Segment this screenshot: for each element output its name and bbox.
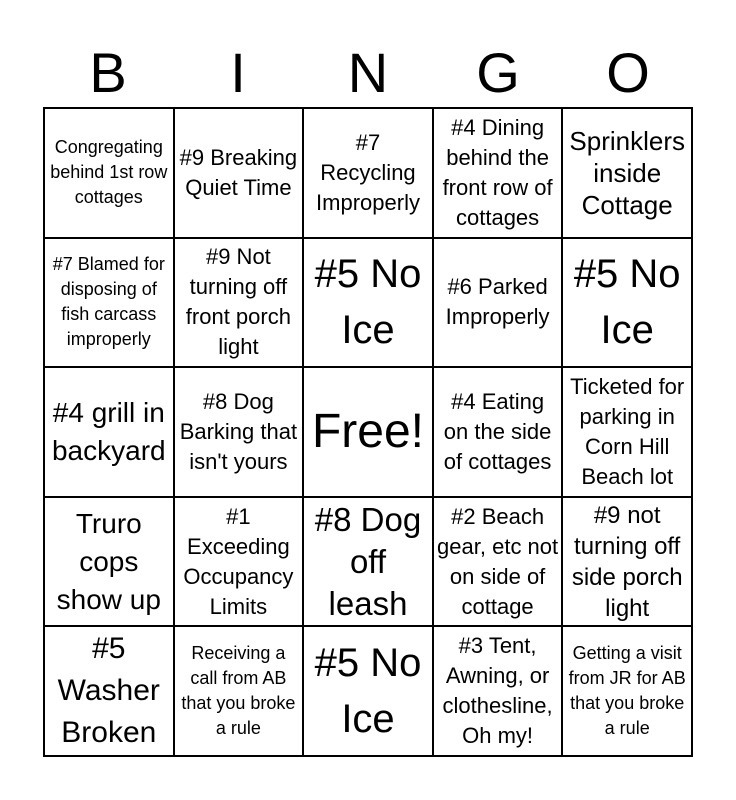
cell-text: #5 Washer Broken	[57, 632, 160, 750]
cell-text: #3 Tent, Awning, or clothesline, Oh my!	[442, 633, 553, 749]
cell-text: Congregating behind 1st row cottages	[50, 137, 168, 208]
cell-text: #2 Beach gear, etc not on side of cottage	[437, 503, 559, 619]
bingo-cell[interactable]	[433, 238, 563, 368]
cell-text: Receiving a call from AB that you broke a rule	[181, 643, 296, 739]
header-letter-n: N	[347, 41, 389, 104]
cell-text: #7 Blamed for disposing of fish carcass improperly	[52, 254, 165, 350]
bingo-cell[interactable]	[433, 367, 563, 497]
bingo-card-grid	[43, 107, 693, 757]
bingo-cell[interactable]	[562, 238, 692, 368]
bingo-cell[interactable]	[174, 108, 304, 238]
bingo-cell[interactable]	[44, 497, 174, 627]
header-letter-g: G	[476, 41, 520, 104]
bingo-cell[interactable]	[174, 626, 304, 756]
bingo-cell[interactable]	[303, 497, 433, 627]
cell-text: #6 Parked Improperly	[445, 274, 550, 330]
cell-text: #9 Not turning off front porch light	[185, 244, 291, 360]
cell-text: Sprinklers inside Cottage	[569, 125, 685, 220]
cell-text: #7 Recycling Improperly	[316, 129, 420, 215]
bingo-cell[interactable]	[174, 497, 304, 627]
header-letter-o: O	[606, 41, 650, 104]
bingo-cell[interactable]	[44, 238, 174, 368]
bingo-free-cell[interactable]	[303, 367, 433, 497]
bingo-header	[43, 40, 693, 106]
bingo-cell[interactable]	[562, 497, 692, 627]
bingo-cell[interactable]	[433, 497, 563, 627]
cell-text: #9 not turning off side porch light	[571, 501, 683, 622]
header-letter-i: I	[230, 41, 246, 104]
bingo-cell[interactable]	[562, 626, 692, 756]
cell-text: #8 Dog off leash	[314, 500, 422, 622]
bingo-cell[interactable]	[303, 626, 433, 756]
cell-text: Getting a visit from JR for AB that you broke a rule	[568, 643, 686, 739]
cell-text: #5 No Ice	[314, 641, 422, 742]
cell-text: Truro cops show up	[56, 507, 161, 615]
bingo-cell[interactable]	[433, 626, 563, 756]
cell-text: #8 Dog Barking that isn't yours	[179, 388, 298, 474]
cell-text: #4 grill in backyard	[51, 396, 166, 466]
bingo-cell[interactable]	[562, 108, 692, 238]
header-letter-b: B	[89, 41, 127, 104]
bingo-cell[interactable]	[303, 108, 433, 238]
cell-text: #5 No Ice	[314, 252, 422, 353]
bingo-cell[interactable]	[562, 367, 692, 497]
cell-text: #1 Exceeding Occupancy Limits	[183, 503, 294, 619]
cell-text: #4 Eating on the side of cottages	[443, 388, 552, 474]
cell-text: Ticketed for parking in Corn Hill Beach lot	[570, 373, 685, 489]
bingo-cell[interactable]	[44, 108, 174, 238]
bingo-cell[interactable]	[174, 238, 304, 368]
bingo-cell[interactable]	[44, 367, 174, 497]
bingo-cell[interactable]	[174, 367, 304, 497]
cell-text: #9 Breaking Quiet Time	[179, 144, 298, 200]
bingo-cell[interactable]	[44, 626, 174, 756]
cell-text: #4 Dining behind the front row of cottages	[442, 114, 553, 230]
cell-text: #5 No Ice	[573, 252, 681, 353]
free-space-text: Free!	[311, 404, 424, 458]
bingo-cell[interactable]	[303, 238, 433, 368]
bingo-cell[interactable]	[433, 108, 563, 238]
